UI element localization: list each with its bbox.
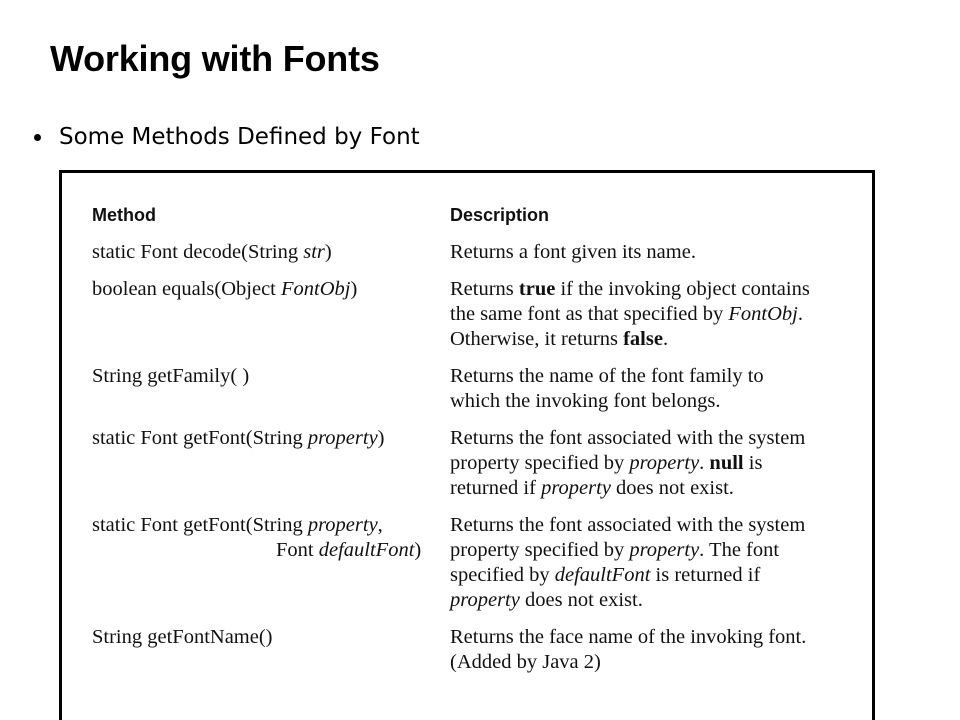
description-text: . [662,328,669,350]
method-text: static Font getFont(String [92,427,308,449]
method-cell [92,625,450,687]
method-text: String getFontName() [92,626,273,648]
method-text: String getFamily( ) [92,365,250,387]
keyword-text: false [623,328,663,350]
param-text: defaultFont [554,564,651,586]
description-text: Returns [450,278,519,300]
description-text: . [699,452,710,474]
method-cell [92,513,450,625]
description-text: Returns the font associated with the system [450,514,806,536]
table-row [92,513,870,625]
method-text: static Font decode(String [92,241,304,263]
keyword-text: null [709,452,744,474]
table-row [92,240,870,277]
description-cell [450,364,870,426]
description-text: the same font as that specified by [450,303,729,325]
table-row [92,277,870,364]
description-text: (Added by Java 2) [450,651,601,673]
param-text: FontObj [728,303,798,325]
description-text: does not exist. [610,477,734,499]
description-text: is returned if [650,564,761,586]
methods-table [92,203,870,687]
method-param: property [307,427,378,449]
method-cell [92,277,450,364]
table-row [92,364,870,426]
bullet-item [34,124,420,150]
description-text: Returns the face name of the invoking font. [450,626,807,648]
description-text: . The font [699,539,780,561]
method-text: boolean equals(Object [92,278,281,300]
param-text: property [450,589,520,611]
description-text: which the invoking font belongs. [450,390,721,412]
description-text: Otherwise, it returns [450,328,624,350]
method-text: , [377,514,383,536]
description-text: Returns the font associated with the system [450,427,806,449]
param-text: property [629,452,700,474]
method-text: Font [276,539,319,561]
table-row [92,426,870,513]
method-cell [92,240,450,277]
description-cell [450,513,870,625]
keyword-text: true [518,278,556,300]
method-text: ) [377,427,385,449]
method-param: defaultFont [318,539,415,561]
description-text: property specified by [450,539,630,561]
description-text: is [743,452,763,474]
description-text: Returns a font given its name. [450,241,696,263]
bullet-text: Some Methods Defined by Font [59,124,420,150]
method-text: ) [324,241,332,263]
slide-title: Working with Fonts [50,38,380,79]
description-cell [450,625,870,687]
description-cell [450,277,870,364]
method-text: ) [414,539,422,561]
method-text: ) [350,278,358,300]
method-param: FontObj [280,278,351,300]
description-cell [450,240,870,277]
param-text: property [541,477,611,499]
description-text: returned if [450,477,542,499]
method-text: static Font getFont(String [92,514,308,536]
description-cell [450,426,870,513]
table-header-row [92,203,870,240]
column-header-method: Method [92,205,156,225]
method-cell [92,364,450,426]
description-text: property specified by [450,452,630,474]
table-row [92,625,870,687]
method-cell [92,426,450,513]
column-header-description: Description [450,205,550,225]
description-text: Returns the name of the font family to [450,365,764,387]
param-text: property [629,539,700,561]
methods-table-figure [59,170,875,720]
method-param: str [303,241,325,263]
method-param: property [307,514,378,536]
description-text: . [797,303,803,325]
description-text: if the invoking object contains [555,278,810,300]
bullet-dot-icon [34,134,41,141]
description-text: does not exist. [519,589,643,611]
description-text: specified by [450,564,555,586]
